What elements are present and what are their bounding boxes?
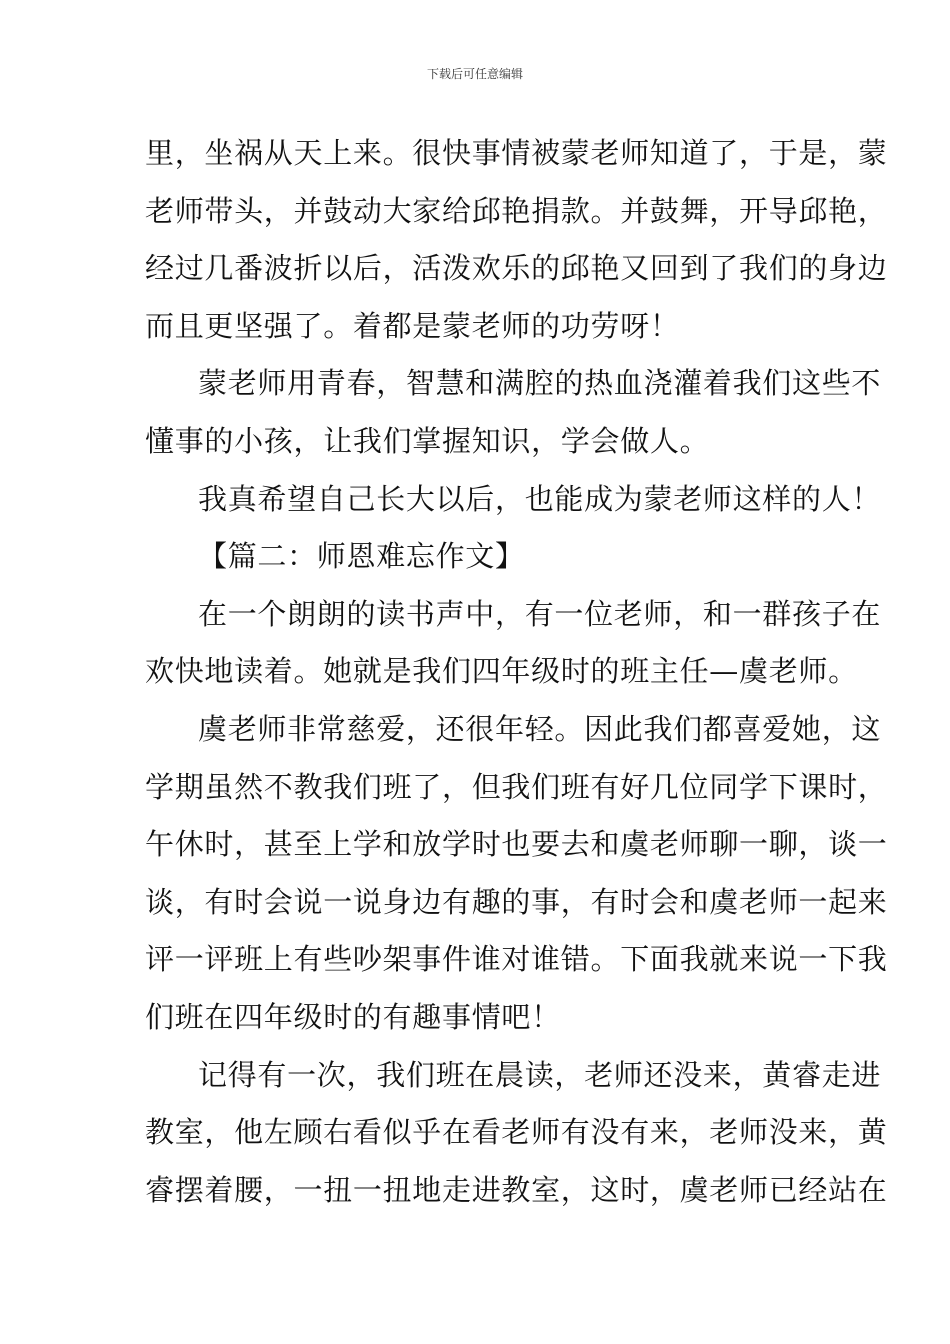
text-line: 蒙老师用青春，智慧和满腔的热血浇灌着我们这些不 [198,366,882,401]
page-header: 下载后可任意编辑 [426,67,523,81]
text-line: 午休时，甚至上学和放学时也要去和虞老师聊一聊，谈一 [145,827,888,862]
text-line: 里，坐祸从天上来。很快事情被蒙老师知道了，于是，蒙 [145,136,888,170]
text-line: 评一评班上有些吵架事件谁对谁错。下面我就来说一下我 [145,942,888,977]
text-line: 学期虽然不教我们班了，但我们班有好几位同学下课时， [145,769,888,804]
text-line: 经过几番波折以后，活泼欢乐的邱艳又回到了我们的身边 [145,251,888,286]
text-line: 教室，他左顾右看似乎在看老师有没有来，老师没来，黄 [145,1115,888,1150]
text-line: 们班在四年级时的有趣事情吧！ [145,999,561,1034]
document-body [145,128,888,1222]
text-line: 【篇二：师恩难忘作文】 [198,539,525,574]
text-line: 懂事的小孩，让我们掌握知识，学会做人。 [145,423,710,458]
text-line: 虞老师非常慈爱，还很年轻。因此我们都喜爱她，这 [198,711,882,746]
text-line: 谈，有时会说一说身边有趣的事，有时会和虞老师一起来 [145,884,888,919]
text-line: 记得有一次，我们班在晨读，老师还没来，黄睿走进 [198,1057,882,1092]
text-line: 睿摆着腰，一扭一扭地走进教室，这时，虞老师已经站在 [145,1172,888,1207]
text-line: 而且更坚强了。着都是蒙老师的功劳呀！ [145,308,680,343]
text-line: 老师带头，并鼓动大家给邱艳捐款。并鼓舞，开导邱艳， [145,193,888,228]
text-line: 欢快地读着。她就是我们四年级时的班主任—虞老师。 [145,654,858,689]
text-line: 我真希望自己长大以后，也能成为蒙老师这样的人！ [198,481,882,516]
text-line: 在一个朗朗的读书声中，有一位老师，和一群孩子在 [198,596,882,631]
